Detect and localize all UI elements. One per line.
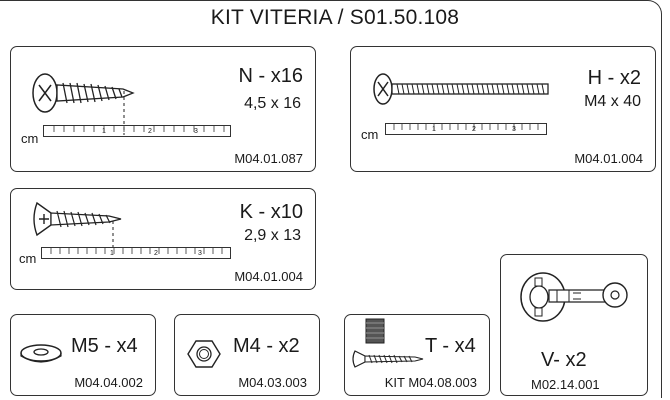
kit-title: KIT VITERIA / S01.50.108 <box>210 6 460 29</box>
item-code: M04.01.087 <box>234 151 303 166</box>
card-m4 <box>174 314 320 396</box>
ruler-tick-label: 2 <box>154 250 158 257</box>
item-size: 4,5 x 16 <box>244 95 301 112</box>
ruler-tick-label: 3 <box>194 128 198 135</box>
card-n <box>10 46 316 172</box>
screw-icon <box>351 349 427 369</box>
ruler <box>43 125 231 137</box>
ruler-unit-label: cm <box>21 131 39 146</box>
ruler-tick-label: 1 <box>110 250 114 257</box>
item-code: KIT M04.08.003 <box>384 375 477 390</box>
item-name: H - x2 <box>587 67 641 89</box>
item-name: N - x16 <box>238 65 303 87</box>
ruler-unit-label: cm <box>19 251 37 266</box>
ruler-tick-label: 3 <box>198 250 202 257</box>
machine-screw-icon <box>367 65 557 115</box>
card-k <box>10 188 316 290</box>
ruler-tick-label: 2 <box>148 128 152 135</box>
card-m5 <box>10 314 156 396</box>
ruler <box>385 123 547 135</box>
ruler-tick-label: 2 <box>472 126 476 133</box>
item-code: M04.03.003 <box>238 375 307 390</box>
cam-lock-key-icon <box>513 263 637 329</box>
washer-icon <box>19 341 63 365</box>
item-name: T - x4 <box>425 335 476 357</box>
ruler-unit-label: cm <box>361 127 379 142</box>
countersunk-screw-icon <box>29 199 139 245</box>
card-t <box>344 314 490 396</box>
card-v <box>500 254 648 396</box>
ruler-tick-label: 1 <box>432 126 436 133</box>
item-code: M04.01.004 <box>574 151 643 166</box>
card-h <box>350 46 656 172</box>
item-size: 2,9 x 13 <box>244 227 301 244</box>
hex-nut-icon <box>187 339 221 369</box>
item-code: M04.01.004 <box>234 269 303 284</box>
item-name: V- x2 <box>541 349 587 371</box>
wall-plug-icon <box>363 317 387 345</box>
item-name: K - x10 <box>239 201 303 223</box>
item-size: M4 x 40 <box>584 93 641 110</box>
item-name: M4 - x2 <box>233 335 300 357</box>
item-code: M02.14.001 <box>531 377 600 392</box>
item-code: M04.04.002 <box>74 375 143 390</box>
ruler <box>41 247 231 259</box>
ruler-tick-label: 3 <box>512 126 516 133</box>
ruler-tick-label: 1 <box>102 128 106 135</box>
item-name: M5 - x4 <box>71 335 138 357</box>
